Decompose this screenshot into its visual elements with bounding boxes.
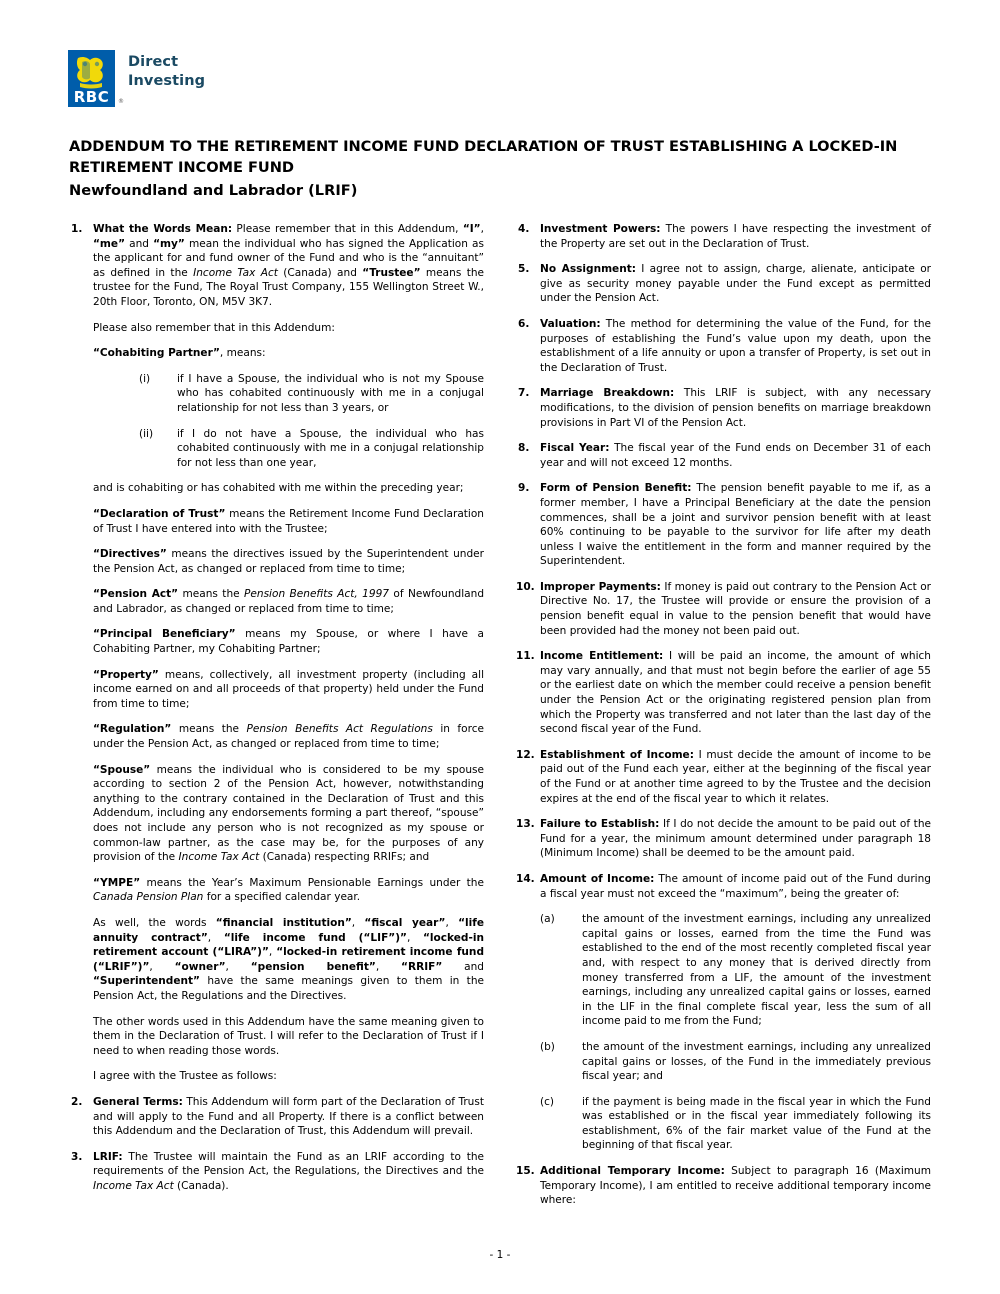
- definition-text: (Canada) respecting RRIFs; and: [259, 851, 430, 864]
- clause-body: [540, 817, 931, 861]
- clause-number: 12.: [516, 748, 535, 761]
- paragraph-other-words: The other words used in this Addendum have the same meaning given to them in the Declaration of Trust. I will refer to the Declaration of Trust if I need to when reading those words.: [93, 1015, 484, 1057]
- clause-9: [516, 481, 931, 569]
- sep: ,: [149, 960, 175, 973]
- paragraph-i-agree: I agree with the Trustee as follows:: [93, 1070, 277, 1083]
- sub-clause-marker: (a): [540, 913, 555, 926]
- clause-number: 14.: [516, 872, 535, 885]
- term-me: “me”: [93, 237, 126, 250]
- definition-text: for a specified calendar year.: [203, 891, 361, 904]
- clause-body: [540, 317, 931, 375]
- term-rrif: “RRIF”: [401, 960, 443, 973]
- clause-heading: Marriage Breakdown:: [540, 387, 675, 400]
- italic-statute: Pension Benefits Act Regulations: [246, 723, 433, 736]
- definition-term: “Property”: [93, 668, 159, 681]
- clause-4: [516, 222, 931, 251]
- clause-text: I will be paid an income, the amount of which may vary annually, and that must not begin before the earlier of age 55 or the earliest date on which the member could receive a pension benefit under the Pension Act or the originating registered pension plan from which the Property was transferred and not later than the last day of the second fiscal year of the Fund.: [540, 650, 931, 736]
- sub-clause-text: if I do not have a Spouse, the individual who has cohabited continuously with me in a conjugal relationship for not less than one year,: [177, 427, 484, 469]
- clause-13: [516, 817, 931, 861]
- left-column: [69, 222, 484, 1219]
- clause-body: [540, 441, 931, 470]
- clause-text: means the trustee for the Fund, The Royal Trust Company, 155 Wellington Street W., 20th Floor, Toronto, ON, M5V 3K7.: [93, 266, 485, 308]
- definition-term: “Pension Act”: [93, 588, 179, 601]
- sep: ,: [480, 223, 484, 235]
- clause-heading: LRIF:: [93, 1150, 123, 1163]
- clause-number: 8.: [518, 442, 530, 455]
- clause-body: [540, 649, 931, 737]
- term-financial-institution: “financial institution”: [215, 916, 352, 929]
- document-title: ADDENDUM TO THE RETIREMENT INCOME FUND DECLARATION OF TRUST ESTABLISHING A LOCKED-IN RETIREMENT INCOME FUND: [69, 138, 898, 176]
- clause-number: 4.: [518, 223, 530, 235]
- term-fiscal-year: “fiscal year”: [364, 916, 446, 929]
- definition-cohabiting-partner: [93, 346, 484, 361]
- definition-text: means the Year’s Maximum Pensionable Earnings under the: [140, 876, 484, 889]
- definition-term: “Cohabiting Partner”: [93, 347, 220, 360]
- sub-clause-marker: (b): [540, 1040, 555, 1053]
- term-locked-in-retirement-income-fund: “locked-in retirement income fund (“LRIF”)”: [93, 946, 484, 973]
- definition-text: means the: [178, 588, 245, 601]
- clause-heading: Failure to Establish:: [540, 818, 660, 831]
- definition-property: [93, 668, 484, 712]
- clause-text: The Trustee will maintain the Fund as an LRIF according to the requirements of the Pension Act, the Regulations, the Directives and the: [93, 1150, 484, 1178]
- clause-body: [93, 1095, 484, 1139]
- italic-canada-pension-plan: Canada Pension Plan: [93, 891, 204, 904]
- clause-number: 5.: [518, 263, 530, 276]
- sep: and: [442, 960, 484, 973]
- clause-body: [540, 481, 931, 569]
- term-life-income-fund: “life income fund (“LIF”)”: [223, 931, 407, 944]
- clause-8: [516, 441, 931, 470]
- sep: and: [125, 237, 154, 250]
- sub-clause-text: the amount of the investment earnings, including any unrealized capital gains or losses, of the Fund in the immediately previous fiscal year; and: [582, 1040, 931, 1083]
- term-trustee: “Trustee”: [362, 266, 421, 279]
- definition-term: “Directives”: [93, 548, 167, 561]
- clause-text: The powers I have respecting the investment of the Property are set out in the Declaration of Trust.: [540, 223, 931, 250]
- clause-body: [93, 1150, 484, 1194]
- clause-text: Subject to paragraph 16 (Maximum Temporary Income), I am entitled to receive additional temporary income where:: [540, 1165, 931, 1207]
- clause-text: This LRIF is subject, with any necessary modifications, to the division of pension benefits on marriage breakdown provisions in Part VI of the Pension Act.: [540, 387, 931, 429]
- document-body: [69, 222, 931, 1219]
- clause-2: [69, 1095, 484, 1139]
- clause-7: [516, 386, 931, 430]
- clause-text: The method for determining the value of the Fund, for the purposes of establishing the Fund’s value upon my death, upon the establishment of a life annuity or upon a transfer of Property, is set out in the Declaration of Trust.: [540, 317, 931, 374]
- clause-number: 13.: [516, 818, 535, 831]
- clause-12: [516, 748, 931, 806]
- clause-body: [540, 386, 931, 430]
- definition-principal-beneficiary: [93, 627, 484, 656]
- definition-term: “Regulation”: [93, 723, 172, 736]
- italic-income-tax-act: Income Tax Act: [93, 1179, 174, 1192]
- clause-heading: Additional Temporary Income:: [540, 1165, 725, 1178]
- brand-name: [128, 53, 205, 92]
- brand-line-1: Direct: [128, 54, 179, 70]
- registered-trademark-icon: ®: [118, 98, 124, 105]
- definition-text: means the directives issued by the Superintendent under the Pension Act, as changed or replaced from time to time;: [93, 548, 484, 575]
- definition-term: “Principal Beneficiary”: [93, 628, 236, 641]
- clause-number: 3.: [71, 1150, 83, 1163]
- clause-text: The pension benefit payable to me if, as a former member, I have a Principal Beneficiary at the date the pension commences, shall be a joint and survivor pension benefit with at least 60% continuing to be payable to the survivor for life after my death unless I waive the entitlement in the form and manner required by the Superintendent.: [540, 482, 931, 568]
- definition-text: means the individual who is considered to be my spouse according to section 2 of the Pension Act, however, notwithstanding anything to the contrary contained in the Declaration of Trust and this Addendum, including any endorsements forming a part thereof, “spouse” does not include any person who is not recognized as my spouse or common-law partner, as the case may be, for the purposes of any provision of the: [93, 763, 484, 864]
- definition-text: means my Spouse, or where I have a Cohabiting Partner, my Cohabiting Partner;: [93, 628, 484, 656]
- clause-text: Please remember that in this Addendum,: [232, 223, 463, 235]
- term-my: “my”: [153, 237, 185, 250]
- document-subtitle: Newfoundland and Labrador (LRIF): [69, 182, 358, 199]
- sub-clause-roman-ii: [139, 427, 484, 471]
- clause-heading: Valuation:: [540, 317, 601, 330]
- clause-heading: Fiscal Year:: [540, 442, 610, 455]
- definition-text: means the Retirement Income Fund Declaration of Trust I have entered into with the Trustee;: [93, 507, 484, 535]
- clause-heading: General Terms:: [93, 1095, 183, 1108]
- rbc-logo-icon: [68, 50, 124, 107]
- clause-text: (Canada) and: [277, 266, 363, 279]
- clause-body: [540, 262, 931, 306]
- clause-3: [69, 1150, 484, 1194]
- clause-body: [540, 580, 931, 638]
- clause-text: I agree not to assign, charge, alienate, anticipate or give as security money payable under the Fund except as permitted under the Pension Act.: [540, 263, 931, 305]
- clause-text: The fiscal year of the Fund ends on December 31 of each year and will not exceed 12 months.: [540, 442, 931, 469]
- clause-number: 11.: [516, 650, 535, 663]
- definition-term: “YMPE”: [93, 876, 141, 889]
- clause-heading: No Assignment:: [540, 263, 636, 276]
- definition-text: of Newfoundland and Labrador, as changed or replaced from time to time;: [93, 588, 485, 615]
- sub-clause-text: the amount of the investment earnings, including any unrealized capital gains or losses, earned from the time the Fund was established to the end of the most recently completed fiscal year and, with respect to any money that is derived directly from money transferred from a LIF, the amount of the investment earnings, including any unrealized capital gains or losses, earned in the LIF in the final complete fiscal year, less the sum of all income paid to me from the Fund;: [582, 913, 931, 1028]
- clause-number: 10.: [516, 580, 535, 593]
- clause-text: If money is paid out contrary to the Pension Act or Directive No. 17, the Trustee will provide or ensure the provision of a pension benefit equal in value to the pension benefit that would have been provided had the money not been paid out.: [540, 580, 931, 637]
- definition-text: in force under the Pension Act, as changed or replaced from time to time;: [93, 723, 484, 751]
- right-column: [516, 222, 931, 1219]
- sep: ,: [268, 946, 277, 959]
- clause-number: 1.: [71, 223, 83, 235]
- definition-pension-act: [93, 587, 484, 616]
- clause-5: [516, 262, 931, 306]
- definition-text: means, collectively, all investment property (including all income earned on and all proceeds of that property) held under the Fund from time to time;: [93, 668, 484, 710]
- clause-heading: Improper Payments:: [540, 580, 661, 593]
- clause-10: [516, 580, 931, 638]
- sep: ,: [375, 960, 402, 973]
- clause-number: 7.: [518, 387, 530, 400]
- term-locked-in-retirement-account: “locked-in retirement account (“LIRA”)”: [93, 931, 484, 959]
- clause-text: The amount of income paid out of the Fund during a fiscal year must not exceed the “maximum”, being the greater of:: [540, 872, 931, 900]
- clause-number: 6.: [518, 317, 530, 330]
- clause-text: This Addendum will form part of the Declaration of Trust and will apply to the Fund and all Property. If there is a conflict between this Addendum and the Declaration of Trust, this Addendum will prevail.: [93, 1095, 484, 1138]
- clause-number: 9.: [518, 482, 530, 495]
- clause-body: [93, 222, 484, 310]
- definition-text: means the: [171, 723, 247, 736]
- clause-heading: What the Words Mean:: [93, 223, 233, 235]
- clause-1: [69, 222, 484, 310]
- sub-clause-marker: (i): [139, 372, 151, 385]
- clause-text: I must decide the amount of income to be paid out of the Fund each year, either at the beginning of the fiscal year of the Fund or at another time agreed to by the Trustee and the decision expires at the end of the fiscal year to which it relates.: [540, 748, 931, 805]
- definition-regulation: [93, 722, 484, 751]
- clause-6: [516, 317, 931, 375]
- sep: ,: [445, 916, 459, 929]
- definition-spouse: [93, 763, 484, 865]
- sub-clause-marker: (c): [540, 1095, 555, 1108]
- clause-heading: Establishment of Income:: [540, 748, 694, 761]
- clause-14: [516, 872, 931, 901]
- paragraph-also-remember: Please also remember that in this Addendum:: [93, 321, 335, 334]
- sep: ,: [207, 931, 224, 944]
- clause-15: [516, 1164, 931, 1208]
- term-pension-benefit: “pension benefit”: [250, 960, 376, 973]
- sep: ,: [406, 931, 423, 944]
- term-superintendent: “Superintendent”: [93, 975, 200, 988]
- clause-body: [540, 872, 931, 901]
- clause-text: If I do not decide the amount to be paid out of the Fund for a year, the minimum amount determined under paragraph 18 (Minimum Income) shall be deemed to be the amount paid.: [540, 818, 931, 860]
- clause-body: [540, 748, 931, 806]
- term-owner: “owner”: [174, 960, 226, 973]
- clause-text: mean the individual who has signed the Application as the applicant for and fund owner of the Fund and who is the “annuitant” as defined in the: [93, 237, 484, 279]
- paragraph-tail: have the same meanings given to them in the Pension Act, the Regulations and the Directives.: [93, 975, 484, 1002]
- clause-body: [540, 222, 931, 251]
- clause-11: [516, 649, 931, 737]
- sub-clause-roman-i: [139, 372, 484, 416]
- page-footer: - 1 -: [489, 1249, 511, 1261]
- clause-number: 2.: [71, 1095, 83, 1108]
- clause-heading: Income Entitlement:: [540, 650, 664, 663]
- clause-text: (Canada).: [173, 1179, 229, 1192]
- sub-clause-text: if the payment is being made in the fiscal year in which the Fund was established or in the fiscal year immediately following its establishment, 6% of the fair market value of the Fund at the beginning of that fiscal year.: [582, 1095, 931, 1152]
- term-i: “I”: [462, 223, 481, 235]
- italic-income-tax-act: Income Tax Act: [193, 266, 278, 279]
- term-life-annuity-contract: “life annuity contract”: [93, 916, 484, 944]
- definition-term: “Spouse”: [93, 763, 151, 776]
- clause-body: [540, 1164, 931, 1208]
- italic-income-tax-act: Income Tax Act: [178, 851, 260, 864]
- sub-clause-marker: (ii): [139, 427, 154, 440]
- definition-ympe: [93, 876, 484, 905]
- definition-directives: [93, 547, 484, 576]
- paragraph-lead: As well, the words: [93, 916, 216, 929]
- italic-statute: Pension Benefits Act, 1997: [244, 588, 390, 601]
- sub-clause-b: [540, 1040, 931, 1084]
- svg-text:RBC: RBC: [73, 88, 110, 106]
- sub-clause-text: if I have a Spouse, the individual who is not my Spouse who has cohabited continuously with me in a conjugal relationship for not less than 3 years, or: [177, 372, 484, 414]
- paragraph-cohabiting-tail: and is cohabiting or has cohabited with me within the preceding year;: [93, 482, 464, 495]
- sep: ,: [351, 916, 365, 929]
- brand-line-2: Investing: [128, 73, 206, 90]
- brand-header: [68, 50, 205, 107]
- clause-heading: Amount of Income:: [540, 872, 655, 885]
- sub-clause-a: [540, 912, 931, 1029]
- sep: ,: [225, 960, 251, 973]
- definition-text: , means:: [219, 347, 266, 360]
- sub-clause-c: [540, 1095, 931, 1153]
- paragraph-as-well-the-words: [93, 916, 484, 1004]
- clause-number: 15.: [516, 1165, 535, 1178]
- clause-heading: Investment Powers:: [540, 223, 661, 235]
- definition-term: “Declaration of Trust”: [93, 507, 226, 520]
- definition-declaration-of-trust: [93, 507, 484, 536]
- clause-heading: Form of Pension Benefit:: [540, 482, 692, 495]
